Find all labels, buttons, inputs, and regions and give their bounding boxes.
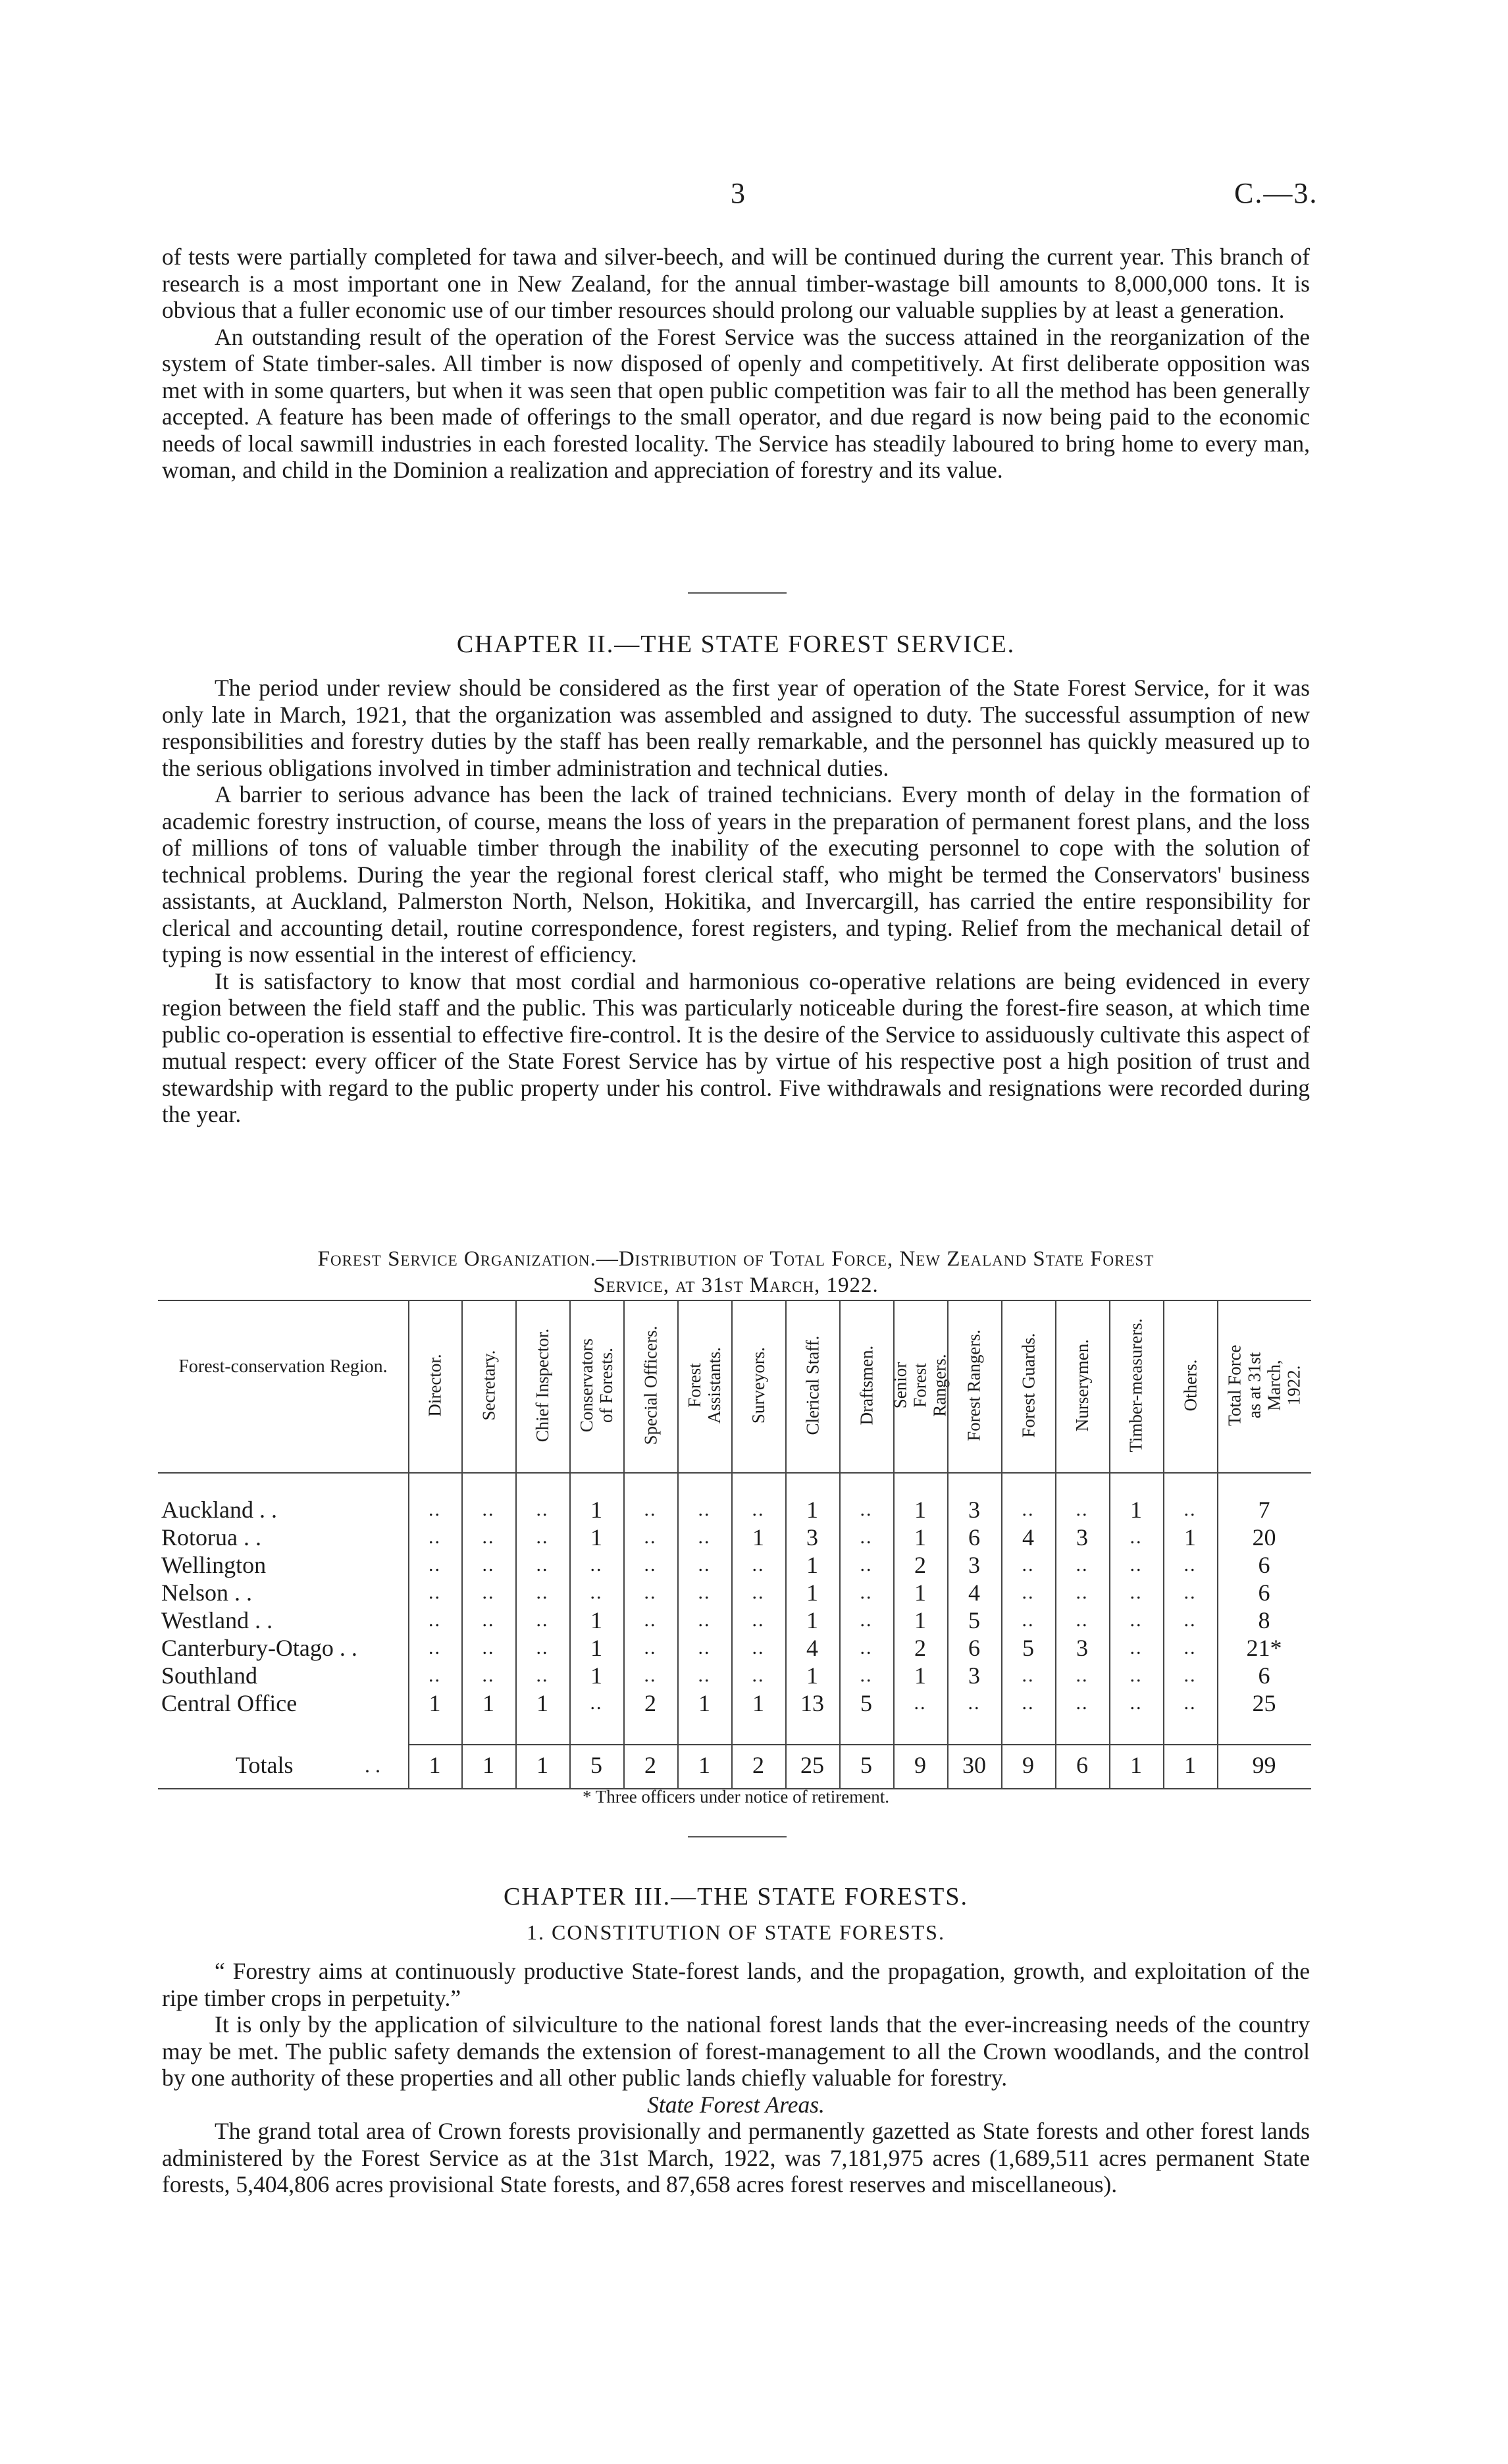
cell-timber-measurers: .. xyxy=(1130,1526,1143,1548)
cell-forest-assistants: .. xyxy=(698,1609,711,1631)
region-column-header: Forest-conservation Region. xyxy=(178,1356,388,1377)
chapter-3-quote: “ Forestry aims at continuously productive State-forest lands, and the propagation, growth, and exploitation of the ripe timber crops in perpetuity.” xyxy=(162,1958,1310,2011)
cell-chief-inspector: .. xyxy=(536,1609,549,1631)
cell-senior-forest-rangers: 1 xyxy=(914,1524,926,1551)
cell-secretary: 1 xyxy=(482,1690,494,1716)
cell-special-officers: .. xyxy=(644,1637,657,1658)
cell-forest-rangers: .. xyxy=(968,1692,981,1714)
table-row xyxy=(158,1606,1311,1634)
table-row xyxy=(158,1524,1311,1551)
intro-paragraph-2: An outstanding result of the operation of the Forest Service was the success attained in the reorganization of the system of State timber-sales. All timber is now disposed of openly and competitively. At first deliberate opposition was met with in some quarters, but when it was seen that open public competition was fair to all the method has been generally accepted. A feature has been made of offerings to the small operator, and due regard is now being paid to the economic needs of local sawmill industries in each forested locality. The Service has steadily laboured to bring home to every man, woman, and child in the Dominion a realization and appreciation of forestry and its value. xyxy=(162,323,1310,483)
cell-forest-guards: 5 xyxy=(1022,1635,1034,1661)
cell-forest-rangers: 6 xyxy=(968,1524,980,1551)
cell-conservators-of-forests: 1 xyxy=(590,1635,602,1661)
cell-chief-inspector: .. xyxy=(536,1637,549,1658)
cell-total-force-as-at-31st-march-1922: 99 xyxy=(1252,1752,1276,1778)
cell-clerical-staff: 13 xyxy=(800,1690,824,1716)
column-header-conservators-of-forests xyxy=(569,1306,623,1464)
cell-director: .. xyxy=(429,1664,441,1686)
chapter-2-paragraph-1: The period under review should be considered as the first year of operation of the State Forest Service, for it was only late in March, 1921, that the organization was assembled and assigned to duty. The successful assumption of new responsibilities and forestry duties by the staff has been really remarkable, and the personnel has quickly measured up to the serious obligations involved in timber administration and technical duties. xyxy=(162,675,1310,781)
cell-surveyors: .. xyxy=(752,1609,765,1631)
cell-clerical-staff: 1 xyxy=(806,1579,818,1606)
column-header-forest-guards xyxy=(1001,1306,1055,1464)
cell-nurserymen: .. xyxy=(1076,1581,1089,1603)
column-header-label: Nurserymen. xyxy=(1072,1339,1092,1432)
table-top-rule xyxy=(158,1300,1311,1301)
column-header-label: Timber-measurers. xyxy=(1126,1318,1146,1452)
cell-nurserymen: .. xyxy=(1076,1609,1089,1631)
cell-forest-rangers: 3 xyxy=(968,1552,980,1578)
cell-total-force-as-at-31st-march-1922: 7 xyxy=(1258,1497,1270,1523)
cell-senior-forest-rangers: 1 xyxy=(914,1497,926,1523)
cell-senior-forest-rangers: 1 xyxy=(914,1579,926,1606)
column-header-draftsmen xyxy=(839,1306,893,1464)
cell-chief-inspector: .. xyxy=(536,1499,549,1520)
column-header-chief-inspector xyxy=(515,1306,569,1464)
cell-others: 1 xyxy=(1184,1524,1196,1551)
cell-timber-measurers: .. xyxy=(1130,1664,1143,1686)
chapter-2-paragraph-3: It is satisfactory to know that most cordial and harmonious co-operative relations are being evidenced in every region between the field staff and the public. This was particularly noticeable during the forest-fire season, at which time public co-operation is essential to effective fire-control. It is the desire of the Service to assiduously cultivate this aspect of mutual respect: every officer of the State Forest Service has by virtue of his respective post a high position of trust and stewardship with regard to the public property under his control. Five withdrawals and resignations were recorded during the year. xyxy=(162,967,1310,1127)
table-row xyxy=(158,1662,1311,1689)
column-header-label: Forest Rangers. xyxy=(964,1329,985,1441)
cell-surveyors: 2 xyxy=(752,1752,764,1778)
chapter-3-paragraph-1: It is only by the application of silviculture to the national forest lands that the ever-increasing needs of the country may be met. The public safety demands the extension of forest-management to all the Crown woodlands, and the control by one authority of these properties and all other public lands chiefly valuable for forestry. xyxy=(162,2011,1310,2091)
intro-text xyxy=(162,244,1310,484)
totals-label: Totals xyxy=(236,1752,294,1778)
cell-draftsmen: .. xyxy=(860,1526,873,1548)
cell-forest-guards: 9 xyxy=(1022,1752,1034,1778)
cell-timber-measurers: .. xyxy=(1130,1554,1143,1576)
chapter-3-subtitle: 1. CONSTITUTION OF STATE FORESTS. xyxy=(527,1920,945,1944)
cell-others: .. xyxy=(1183,1692,1197,1714)
cell-secretary: .. xyxy=(482,1499,495,1520)
cell-forest-rangers: 3 xyxy=(968,1497,980,1523)
cell-chief-inspector: 1 xyxy=(536,1752,548,1778)
column-header-forest-assistants xyxy=(677,1306,731,1464)
cell-clerical-staff: 1 xyxy=(806,1662,818,1689)
cell-forest-assistants: .. xyxy=(698,1581,711,1603)
force-distribution-table xyxy=(158,1300,1311,1793)
cell-conservators-of-forests: .. xyxy=(590,1692,603,1714)
cell-forest-assistants: 1 xyxy=(698,1752,710,1778)
cell-timber-measurers: .. xyxy=(1130,1637,1143,1658)
cell-nurserymen: .. xyxy=(1076,1499,1089,1520)
cell-draftsmen: .. xyxy=(860,1554,873,1576)
cell-senior-forest-rangers: 1 xyxy=(914,1607,926,1633)
cell-clerical-staff: 1 xyxy=(806,1497,818,1523)
cell-nurserymen: .. xyxy=(1076,1664,1089,1686)
cell-draftsmen: 5 xyxy=(860,1752,872,1778)
page-number: 3 xyxy=(731,177,745,209)
cell-secretary: .. xyxy=(482,1554,495,1576)
cell-senior-forest-rangers: 1 xyxy=(914,1662,926,1689)
column-header-label: Forest Guards. xyxy=(1018,1333,1039,1438)
column-header-special-officers xyxy=(623,1306,677,1464)
cell-total-force-as-at-31st-march-1922: 6 xyxy=(1258,1662,1270,1689)
column-header-label: Special Officers. xyxy=(640,1325,660,1445)
column-header-total-force-as-at-31st-march-1922 xyxy=(1217,1306,1311,1464)
cell-forest-rangers: 3 xyxy=(968,1662,980,1689)
cell-forest-assistants: .. xyxy=(698,1526,711,1548)
cell-timber-measurers: 1 xyxy=(1130,1497,1142,1523)
table-row xyxy=(158,1689,1311,1717)
cell-nurserymen: .. xyxy=(1076,1692,1089,1714)
column-header-forest-rangers xyxy=(947,1306,1001,1464)
cell-others: .. xyxy=(1183,1664,1197,1686)
column-header-senior-forest-rangers xyxy=(891,1306,950,1464)
table-header-rule xyxy=(158,1472,1311,1474)
column-header-clerical-staff xyxy=(785,1306,839,1464)
region-name: Wellington xyxy=(161,1552,267,1578)
cell-forest-guards: .. xyxy=(1022,1609,1035,1631)
cell-forest-assistants: 1 xyxy=(698,1690,710,1716)
cell-surveyors: .. xyxy=(752,1581,765,1603)
state-forest-areas-heading: State Forest Areas. xyxy=(647,2091,825,2118)
cell-director: .. xyxy=(429,1526,441,1548)
cell-draftsmen: .. xyxy=(860,1609,873,1631)
cell-special-officers: 2 xyxy=(644,1752,656,1778)
table-row xyxy=(158,1634,1311,1662)
cell-clerical-staff: 1 xyxy=(806,1552,818,1578)
cell-forest-guards: .. xyxy=(1022,1499,1035,1520)
cell-draftsmen: .. xyxy=(860,1637,873,1658)
cell-forest-guards: .. xyxy=(1022,1554,1035,1576)
cell-others: .. xyxy=(1183,1637,1197,1658)
cell-director: 1 xyxy=(429,1752,441,1778)
column-header-label: Chief Inspector. xyxy=(533,1328,552,1443)
column-header-label: Clerical Staff. xyxy=(802,1335,823,1435)
cell-senior-forest-rangers: 2 xyxy=(914,1635,926,1661)
region-name: Nelson . . xyxy=(161,1579,252,1606)
cell-secretary: .. xyxy=(482,1526,495,1548)
cell-surveyors: 1 xyxy=(752,1690,764,1716)
cell-timber-measurers: .. xyxy=(1130,1609,1143,1631)
cell-conservators-of-forests: 1 xyxy=(590,1524,602,1551)
cell-nurserymen: .. xyxy=(1076,1554,1089,1576)
column-header-label: Director. xyxy=(425,1354,445,1417)
column-header-label: Forest Assistants. xyxy=(685,1347,725,1424)
cell-conservators-of-forests: .. xyxy=(590,1581,603,1603)
cell-chief-inspector: .. xyxy=(536,1664,549,1686)
cell-forest-guards: .. xyxy=(1022,1581,1035,1603)
cell-surveyors: .. xyxy=(752,1637,765,1658)
column-header-secretary xyxy=(461,1306,515,1464)
document-reference: C.—3. xyxy=(1234,177,1318,209)
cell-special-officers: .. xyxy=(644,1554,657,1576)
column-header-label: Draftsmen. xyxy=(856,1345,876,1425)
cell-clerical-staff: 25 xyxy=(800,1752,824,1778)
cell-total-force-as-at-31st-march-1922: 8 xyxy=(1258,1607,1270,1633)
cell-conservators-of-forests: 1 xyxy=(590,1497,602,1523)
cell-conservators-of-forests: 1 xyxy=(590,1662,602,1689)
cell-surveyors: .. xyxy=(752,1499,765,1520)
section-divider-2 xyxy=(688,1836,787,1837)
cell-conservators-of-forests: 5 xyxy=(590,1752,602,1778)
chapter-3-title: CHAPTER III.—THE STATE FORESTS. xyxy=(503,1883,969,1911)
chapter-2-text xyxy=(162,675,1310,1128)
cell-nurserymen: 3 xyxy=(1076,1524,1088,1551)
table-row xyxy=(158,1551,1311,1579)
cell-timber-measurers: 1 xyxy=(1130,1752,1142,1778)
cell-others: 1 xyxy=(1184,1752,1196,1778)
cell-special-officers: .. xyxy=(644,1526,657,1548)
column-header-others xyxy=(1163,1306,1217,1464)
cell-chief-inspector: .. xyxy=(536,1526,549,1548)
cell-senior-forest-rangers: .. xyxy=(914,1692,927,1714)
cell-special-officers: .. xyxy=(644,1499,657,1520)
column-header-label: Surveyors. xyxy=(748,1347,768,1424)
cell-special-officers: .. xyxy=(644,1664,657,1686)
chapter-3-paragraph-2: The grand total area of Crown forests provisionally and permanently gazetted as State forests and other forest lands administered by the Forest Service as at the 31st March, 1922, was 7,181,975 acres (1,689,511 acres permanent State forests, 5,404,806 acres provisional State forests, and 87,658 acres forest reserves and miscellaneous). xyxy=(162,2118,1310,2197)
region-name: Westland . . xyxy=(161,1607,273,1633)
cell-total-force-as-at-31st-march-1922: 6 xyxy=(1258,1579,1270,1606)
cell-director: .. xyxy=(429,1581,441,1603)
cell-conservators-of-forests: 1 xyxy=(590,1607,602,1633)
cell-forest-rangers: 4 xyxy=(968,1579,980,1606)
cell-chief-inspector: 1 xyxy=(536,1690,548,1716)
cell-secretary: .. xyxy=(482,1581,495,1603)
cell-director: .. xyxy=(429,1499,441,1520)
cell-director: .. xyxy=(429,1554,441,1576)
cell-forest-assistants: .. xyxy=(698,1637,711,1658)
table-footnote: * Three officers under notice of retirement. xyxy=(582,1787,890,1807)
cell-secretary: .. xyxy=(482,1637,495,1658)
table-caption-line-2: Service, at 31st March, 1922. xyxy=(593,1273,879,1297)
cell-total-force-as-at-31st-march-1922: 20 xyxy=(1252,1524,1276,1551)
cell-forest-guards: .. xyxy=(1022,1664,1035,1686)
cell-others: .. xyxy=(1183,1581,1197,1603)
cell-secretary: .. xyxy=(482,1664,495,1686)
totals-row xyxy=(158,1751,1311,1779)
cell-chief-inspector: .. xyxy=(536,1581,549,1603)
cell-forest-guards: 4 xyxy=(1022,1524,1034,1551)
chapter-3-text xyxy=(162,1958,1310,2198)
cell-forest-rangers: 6 xyxy=(968,1635,980,1661)
column-header-nurserymen xyxy=(1055,1306,1109,1464)
column-header-label: Secretary. xyxy=(479,1350,498,1421)
cell-director: .. xyxy=(429,1609,441,1631)
column-header-label: Others. xyxy=(1180,1359,1200,1412)
cell-draftsmen: 5 xyxy=(860,1690,872,1716)
cell-chief-inspector: .. xyxy=(536,1554,549,1576)
cell-surveyors: 1 xyxy=(752,1524,764,1551)
cell-forest-assistants: .. xyxy=(698,1554,711,1576)
cell-total-force-as-at-31st-march-1922: 21* xyxy=(1246,1635,1282,1661)
chapter-2-paragraph-2: A barrier to serious advance has been the lack of trained technicians. Every month of delay in the formation of academic forestry instruction, of course, means the loss of years in the preparation of permanent forest plans, and the loss of millions of tons of valuable timber through the inability of the executing personnel to cope with the solution of technical problems. During the year the regional forest clerical staff, who might be termed the Conservators' business assistants, at Auckland, Palmerston North, Nelson, Hokitika, and Invercargill, has carried the entire responsibility for clerical and accounting detail, routine correspondence, forest registers, and typing. Relief from the mechanical detail of typing is now essential in the interest of efficiency. xyxy=(162,781,1310,967)
region-name: Central Office xyxy=(161,1690,298,1716)
cell-special-officers: 2 xyxy=(644,1690,656,1716)
cell-secretary: 1 xyxy=(482,1752,494,1778)
cell-nurserymen: 3 xyxy=(1076,1635,1088,1661)
cell-nurserymen: 6 xyxy=(1076,1752,1088,1778)
cell-clerical-staff: 3 xyxy=(806,1524,818,1551)
cell-others: .. xyxy=(1183,1499,1197,1520)
cell-timber-measurers: .. xyxy=(1130,1581,1143,1603)
column-header-label: Conservators of Forests. xyxy=(577,1338,617,1433)
section-divider xyxy=(688,592,787,594)
cell-forest-rangers: 5 xyxy=(968,1607,980,1633)
cell-draftsmen: .. xyxy=(860,1581,873,1603)
region-name: Auckland . . xyxy=(161,1497,277,1523)
cell-others: .. xyxy=(1183,1609,1197,1631)
region-name: Southland xyxy=(161,1662,258,1689)
cell-senior-forest-rangers: 2 xyxy=(914,1552,926,1578)
table-row xyxy=(158,1496,1311,1524)
cell-clerical-staff: 4 xyxy=(806,1635,818,1661)
table-caption-line-1: Forest Service Organization.—Distribution of Total Force, New Zealand State Forest xyxy=(317,1247,1155,1271)
column-header-label: Total Force as at 31st March, 1922. xyxy=(1224,1345,1304,1426)
cell-forest-assistants: .. xyxy=(698,1664,711,1686)
cell-clerical-staff: 1 xyxy=(806,1607,818,1633)
cell-director: .. xyxy=(429,1637,441,1658)
cell-surveyors: .. xyxy=(752,1554,765,1576)
region-name: Rotorua . . xyxy=(161,1524,261,1551)
cell-draftsmen: .. xyxy=(860,1499,873,1520)
cell-director: 1 xyxy=(429,1690,441,1716)
cell-secretary: .. xyxy=(482,1609,495,1631)
table-totals-rule xyxy=(408,1744,1311,1745)
cell-senior-forest-rangers: 9 xyxy=(914,1752,926,1778)
cell-surveyors: .. xyxy=(752,1664,765,1686)
cell-conservators-of-forests: .. xyxy=(590,1554,603,1576)
cell-forest-guards: .. xyxy=(1022,1692,1035,1714)
cell-total-force-as-at-31st-march-1922: 25 xyxy=(1252,1690,1276,1716)
table-row xyxy=(158,1579,1311,1606)
cell-total-force-as-at-31st-march-1922: 6 xyxy=(1258,1552,1270,1578)
cell-forest-rangers: 30 xyxy=(962,1752,986,1778)
column-header-surveyors xyxy=(731,1306,785,1464)
cell-draftsmen: .. xyxy=(860,1664,873,1686)
cell-forest-assistants: .. xyxy=(698,1499,711,1520)
cell-others: .. xyxy=(1183,1554,1197,1576)
column-header-director xyxy=(408,1306,461,1464)
intro-paragraph-1: of tests were partially completed for tawa and silver-beech, and will be continued during the current year. This branch of research is a most important one in New Zealand, for the annual timber-wastage bill amounts to 8,000,000 tons. It is obvious that a fuller economic use of our timber resources should prolong our valuable supplies by at least a generation. xyxy=(162,244,1310,323)
cell-special-officers: .. xyxy=(644,1609,657,1631)
leader-dots: . . xyxy=(365,1753,380,1777)
chapter-2-title: CHAPTER II.—THE STATE FOREST SERVICE. xyxy=(456,630,1016,658)
cell-special-officers: .. xyxy=(644,1581,657,1603)
column-header-timber-measurers xyxy=(1109,1306,1163,1464)
column-header-label: Senior Forest Rangers. xyxy=(891,1354,950,1417)
cell-timber-measurers: .. xyxy=(1130,1692,1143,1714)
region-name: Canterbury-Otago . . xyxy=(161,1635,357,1661)
